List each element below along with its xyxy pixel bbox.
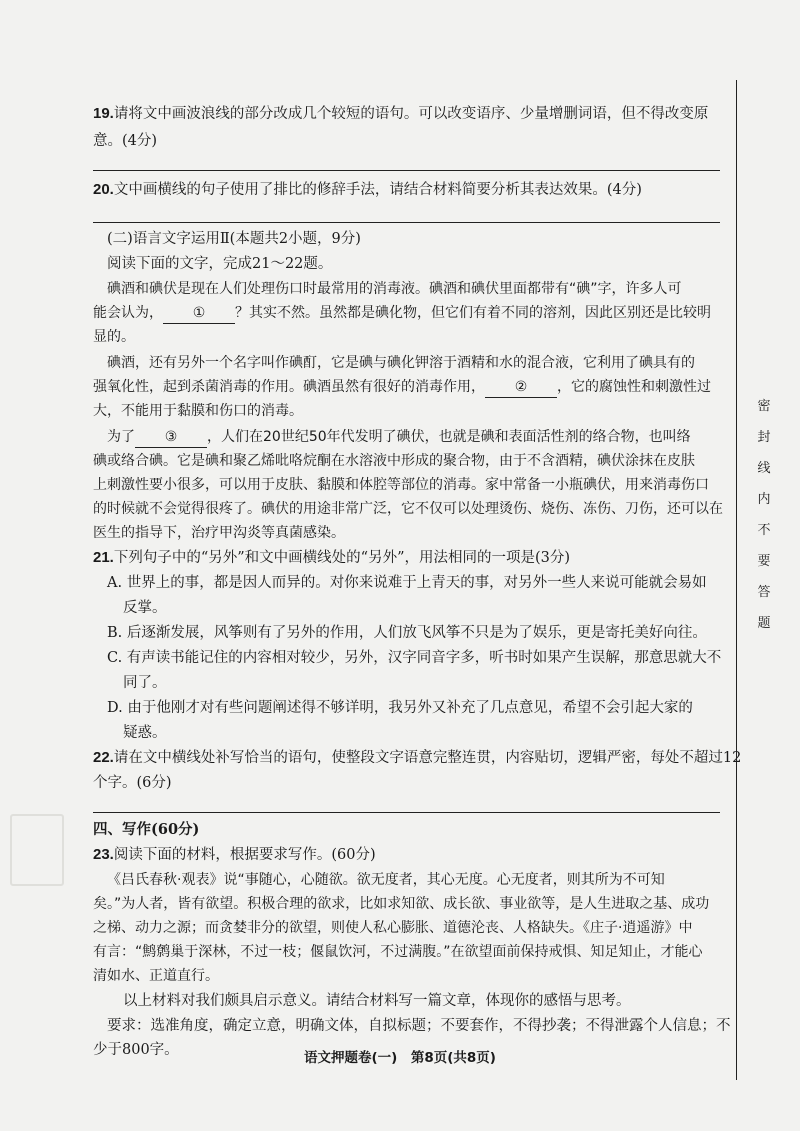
side-char: 答: [757, 585, 771, 600]
q20-answer-line[interactable]: [93, 222, 720, 223]
q21-option-a[interactable]: A. 世界上的事，都是因人而异的。对你来说难于上青天的事，对另外一些人来说可能就会易如: [107, 575, 707, 591]
side-char: 内: [757, 492, 771, 507]
passage-p3-line4: 的时候就不会觉得很疼了。碘伏的用途非常广泛，它不仅可以处理烫伤、烧伤、冻伤、刀伤，还可以在: [93, 501, 723, 517]
passage-p1-line3: 显的。: [93, 329, 135, 345]
passage-p3-line2: 碘或络合碘。它是碘和聚乙烯吡咯烷酮在水溶液中形成的聚合物，由于不含酒精，碘伏涂抹在皮肤: [93, 453, 695, 469]
side-char: 密: [757, 399, 771, 414]
passage-p2-line2: 强氧化性，起到杀菌消毒的作用。碘酒虽然有很好的消毒作用， ② ，它的腐蚀性和刺激性过: [93, 377, 711, 398]
blank-1: ①: [163, 303, 235, 324]
q21-number: 21.: [93, 549, 114, 566]
q21-option-c[interactable]: C. 有声读书能记住的内容相对较少，另外，汉字同音字多，听书时如果产生误解，那意思就大不: [107, 650, 722, 666]
q23-number: 23.: [93, 846, 114, 863]
binding-line: [736, 80, 737, 1080]
q23-material-line2: 矣。”为人者，皆有欲望。积极合理的欲求，比如求知欲、成长欲、事业欲等，是人生进取之基、成功: [93, 896, 710, 912]
q21-option-c-cont: 同了。: [123, 675, 167, 691]
sealing-line-notice: [748, 400, 780, 648]
q20-number: 20.: [93, 181, 114, 198]
q21-option-b[interactable]: B. 后逐渐发展，风筝则有了另外的作用，人们放飞风筝不只是为了娱乐，更是寄托美好向往。: [107, 625, 707, 641]
section2-title: (二)语言文字运用Ⅱ(本题共2小题，9分): [107, 231, 361, 247]
side-char: 封: [757, 430, 771, 445]
q23-material-line3: 之梯、动力之源；而贪婪非分的欲望，则使人私心膨胀、道德沦丧、人格缺失。《庄子·逍遥游》中: [93, 920, 693, 936]
faint-stamp-mark: [10, 814, 64, 886]
passage-p1-line1: 碘酒和碘伏是现在人们处理伤口时最常用的消毒液。碘酒和碘伏里面都带有“碘”字，许多人可: [107, 281, 682, 297]
q22-line1: 22.请在文中横线处补写恰当的语句，使整段文字语意完整连贯，内容贴切，逻辑严密，每处不超过12: [93, 749, 742, 766]
blank-2: ②: [485, 377, 557, 398]
q19-answer-line[interactable]: [93, 170, 720, 171]
passage-p2-line3: 大，不能用于黏膜和伤口的消毒。: [93, 403, 303, 419]
blank-3: ③: [135, 427, 207, 448]
q22-line2: 个字。(6分): [93, 775, 172, 791]
page-footer: 语文押题卷(一) 第8页(共8页): [304, 1050, 496, 1066]
side-char: 题: [757, 616, 771, 631]
q19-line1: 19.请将文中画波浪线的部分改成几个较短的语句。可以改变语序、少量增删词语，但不得改变原: [93, 105, 709, 122]
q19-line2: 意。(4分): [93, 133, 158, 149]
q22-answer-line[interactable]: [93, 812, 720, 813]
q23-material-line4: 有言：“鹪鹩巢于深林，不过一枝；偃鼠饮河，不过满腹。”在欲望面前保持戒惧、知足知止，才能心: [93, 944, 703, 960]
passage-p2-line1: 碘酒，还有另外一个名字叫作碘酊，它是碘与碘化钾溶于酒精和水的混合液，它利用了碘具有的: [107, 355, 695, 371]
q23-material-line5: 清如水、正道直行。: [93, 968, 219, 984]
section2-instruction: 阅读下面的文字，完成21～22题。: [107, 256, 333, 272]
q21-option-d-cont: 疑惑。: [123, 725, 167, 741]
q22-number: 22.: [93, 749, 114, 766]
q23-requirements-cont: 少于800字。: [93, 1042, 179, 1058]
section4-title: 四、写作(60分): [93, 821, 200, 838]
q21-option-d[interactable]: D. 由于他刚才对有些问题阐述得不够详明，我另外又补充了几点意见，希望不会引起大家的: [107, 700, 693, 716]
q23-stem: 23.阅读下面的材料，根据要求写作。(60分): [93, 846, 376, 863]
side-char: 不: [757, 523, 771, 538]
q23-material-line1: 《吕氏春秋·观表》说“事随心，心随欲。欲无度者，其心无度。心无度者，则其所为不可知: [107, 872, 665, 888]
passage-p3-line5: 医生的指导下，治疗甲沟炎等真菌感染。: [93, 525, 345, 541]
passage-p3-line1: 为了 ③ ，人们在20世纪50年代发明了碘伏，也就是碘和表面活性剂的络合物，也叫络: [107, 427, 691, 448]
passage-p1-line2: 能会认为， ① ？其实不然。虽然都是碘化物，但它们有着不同的溶剂，因此区别还是比较明: [93, 303, 711, 324]
q21-option-a-cont: 反掌。: [123, 600, 167, 616]
side-char: 要: [757, 554, 771, 569]
passage-p3-line3: 上刺激性要小很多，可以用于皮肤、黏膜和体腔等部位的消毒。家中常备一小瓶碘伏，用来消毒伤口: [93, 477, 709, 493]
q21-stem: 21.下列句子中的“另外”和文中画横线处的“另外”，用法相同的一项是(3分): [93, 549, 571, 566]
q19-number: 19.: [93, 105, 114, 122]
q23-requirements: 要求：选准角度，确定立意，明确文体，自拟标题；不要套作，不得抄袭；不得泄露个人信息；不: [107, 1018, 731, 1034]
q23-prompt: 以上材料对我们颇具启示意义。请结合材料写一篇文章，体现你的感悟与思考。: [123, 993, 631, 1009]
q20-line: 20.文中画横线的句子使用了排比的修辞手法，请结合材料简要分析其表达效果。(4分): [93, 181, 642, 198]
side-char: 线: [757, 461, 771, 476]
